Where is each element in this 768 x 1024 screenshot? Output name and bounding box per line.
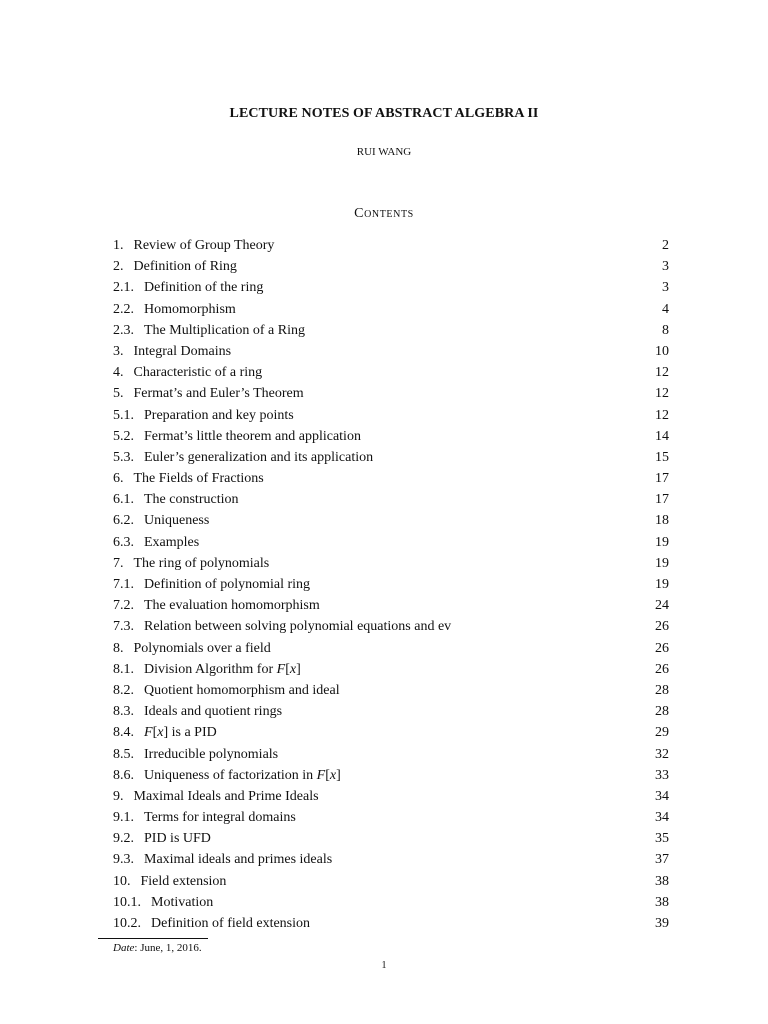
- toc-entry[interactable]: [113, 532, 669, 553]
- toc-entry-number: 8.3.: [113, 704, 134, 720]
- toc-entry[interactable]: [113, 299, 669, 320]
- toc-entry-number: 1.: [113, 238, 124, 253]
- toc-entry-title: Definition of polynomial ring: [144, 577, 311, 592]
- toc-entry-page: 17: [655, 492, 669, 508]
- table-of-contents: [113, 235, 669, 934]
- toc-entry-title: Preparation and key points: [144, 407, 294, 423]
- toc-entry[interactable]: [113, 468, 669, 489]
- toc-entry[interactable]: [113, 489, 669, 510]
- toc-entry-page: 26: [655, 640, 669, 656]
- toc-entry-number: 9.1.: [113, 810, 134, 826]
- footnote: [113, 942, 202, 954]
- toc-entry[interactable]: [113, 383, 669, 404]
- toc-entry-title: The Multiplication of a Ring: [144, 322, 305, 338]
- toc-entry[interactable]: [113, 447, 669, 468]
- toc-entry[interactable]: [113, 765, 669, 786]
- toc-entry-page: 12: [655, 407, 669, 423]
- toc-entry[interactable]: [113, 701, 669, 722]
- toc-entry[interactable]: [113, 362, 669, 383]
- toc-entry-number: 10.2.: [113, 916, 141, 931]
- toc-entry[interactable]: [113, 913, 669, 934]
- toc-entry[interactable]: [113, 744, 669, 765]
- toc-entry-title: Motivation: [151, 894, 214, 910]
- toc-entry-number: 8.2.: [113, 682, 134, 698]
- toc-entry-title: Definition of Ring: [133, 259, 237, 275]
- toc-entry-title: Definition of field extension: [151, 916, 311, 931]
- toc-entry-page: 38: [655, 873, 669, 889]
- toc-entry-title: Definition of the ring: [144, 280, 264, 296]
- toc-entry-page: 19: [655, 555, 669, 571]
- toc-entry-title: Maximal ideals and primes ideals: [144, 852, 333, 868]
- toc-entry-page: 15: [655, 449, 669, 465]
- toc-entry[interactable]: [113, 828, 669, 849]
- toc-entry-page: 12: [655, 365, 669, 381]
- toc-entry[interactable]: [113, 426, 669, 447]
- toc-entry[interactable]: [113, 510, 669, 531]
- toc-entry-number: 10.: [113, 873, 131, 889]
- toc-entry-number: 10.1.: [113, 894, 141, 910]
- toc-entry[interactable]: [113, 638, 669, 659]
- toc-entry-title: PID is UFD: [144, 831, 211, 847]
- toc-entry-number: 9.: [113, 788, 124, 804]
- toc-entry-number: 6.1.: [113, 492, 134, 508]
- toc-entry[interactable]: [113, 256, 669, 277]
- toc-entry-page: 14: [655, 428, 669, 444]
- toc-entry-title: Integral Domains: [133, 343, 232, 359]
- toc-entry-page: 10: [655, 343, 669, 359]
- toc-entry[interactable]: [113, 341, 669, 362]
- toc-entry-title: Uniqueness of factorization in F[x]: [144, 767, 341, 783]
- toc-entry-number: 8.: [113, 640, 124, 656]
- toc-entry[interactable]: [113, 616, 669, 637]
- toc-entry-title: The construction: [144, 492, 239, 508]
- toc-entry-title: Ideals and quotient rings: [144, 704, 283, 720]
- toc-entry-number: 8.1.: [113, 661, 134, 677]
- toc-entry-title: Examples: [144, 534, 200, 550]
- toc-entry-number: 8.6.: [113, 767, 134, 783]
- toc-entry-page: 29: [655, 725, 669, 741]
- contents-heading: Contents: [354, 206, 414, 221]
- toc-entry[interactable]: [113, 553, 669, 574]
- toc-entry-number: 7.3.: [113, 619, 134, 635]
- toc-entry-number: 6.2.: [113, 513, 134, 529]
- toc-entry[interactable]: [113, 320, 669, 341]
- toc-entry-number: 9.2.: [113, 831, 134, 847]
- toc-entry[interactable]: [113, 574, 669, 595]
- toc-entry-title: Polynomials over a field: [133, 640, 271, 656]
- toc-entry-page: 8: [662, 322, 669, 338]
- toc-entry-page: 19: [655, 577, 669, 592]
- toc-entry-title: F[x] is a PID: [144, 725, 217, 741]
- toc-entry[interactable]: [113, 786, 669, 807]
- toc-entry[interactable]: [113, 680, 669, 701]
- toc-entry-number: 5.2.: [113, 428, 134, 444]
- toc-entry-number: 7.2.: [113, 598, 134, 614]
- toc-entry-title: The Fields of Fractions: [133, 471, 264, 487]
- toc-entry-page: 28: [655, 682, 669, 698]
- toc-entry-page: 24: [655, 598, 669, 614]
- toc-entry-page: 39: [655, 916, 669, 931]
- toc-entry-number: 5.: [113, 386, 124, 402]
- toc-entry-title: Division Algorithm for F[x]: [144, 661, 301, 677]
- toc-entry-page: 28: [655, 704, 669, 720]
- toc-entry-page: 26: [655, 661, 669, 677]
- toc-entry-title: Irreducible polynomials: [144, 746, 279, 762]
- toc-entry-page: 32: [655, 746, 669, 762]
- toc-entry-number: 6.3.: [113, 534, 134, 550]
- toc-entry-page: 34: [655, 788, 669, 804]
- toc-entry-title: Review of Group Theory: [133, 238, 275, 253]
- toc-entry[interactable]: [113, 722, 669, 743]
- toc-entry-page: 3: [662, 259, 669, 275]
- toc-entry-title: Maximal Ideals and Prime Ideals: [133, 788, 319, 804]
- document-title: LECTURE NOTES OF ABSTRACT ALGEBRA II: [229, 106, 539, 121]
- toc-entry-page: 2: [662, 238, 669, 253]
- toc-entry-title: The ring of polynomials: [133, 555, 270, 571]
- toc-entry[interactable]: [113, 659, 669, 680]
- toc-entry-number: 7.1.: [113, 577, 134, 592]
- footnote-label: Date: [113, 942, 135, 954]
- toc-entry[interactable]: [113, 277, 669, 298]
- toc-entry-title: Uniqueness: [144, 513, 210, 529]
- toc-entry-page: 35: [655, 831, 669, 847]
- toc-entry-page: 37: [655, 852, 669, 868]
- toc-entry-title: Fermat’s little theorem and application: [144, 428, 361, 444]
- document-author: RUI WANG: [356, 146, 412, 158]
- toc-entry-page: 26: [655, 619, 669, 635]
- toc-entry[interactable]: [113, 595, 669, 616]
- toc-entry-number: 8.5.: [113, 746, 134, 762]
- toc-entry-number: 8.4.: [113, 725, 134, 741]
- toc-entry-page: 17: [655, 471, 669, 487]
- toc-entry-page: 12: [655, 386, 669, 402]
- toc-entry-page: 18: [655, 513, 669, 529]
- toc-entry-title: Relation between solving polynomial equations and ev: [144, 619, 452, 635]
- toc-entry-number: 6.: [113, 471, 124, 487]
- toc-entry[interactable]: [113, 871, 669, 892]
- toc-entry-number: 4.: [113, 365, 124, 381]
- toc-entry-page: 38: [655, 894, 669, 910]
- toc-entry-title: Field extension: [140, 873, 227, 889]
- footnote-divider: [98, 938, 208, 939]
- toc-entry-page: 19: [655, 534, 669, 550]
- toc-entry[interactable]: [113, 849, 669, 870]
- page-number: 1: [381, 960, 387, 971]
- toc-entry-title: Characteristic of a ring: [133, 365, 263, 381]
- toc-entry-number: 7.: [113, 555, 124, 571]
- toc-entry[interactable]: [113, 405, 669, 426]
- toc-entry-title: Quotient homomorphism and ideal: [144, 682, 340, 698]
- toc-entry[interactable]: [113, 807, 669, 828]
- toc-entry-page: 33: [655, 767, 669, 783]
- toc-entry-number: 3.: [113, 343, 124, 359]
- toc-entry-title: Homomorphism: [144, 301, 236, 317]
- toc-entry-number: 5.1.: [113, 407, 134, 423]
- toc-entry-title: The evaluation homomorphism: [144, 598, 320, 614]
- toc-entry[interactable]: [113, 892, 669, 913]
- toc-entry-number: 2.: [113, 259, 124, 275]
- footnote-text: : June, 1, 2016.: [134, 942, 202, 954]
- toc-entry-number: 9.3.: [113, 852, 134, 868]
- toc-entry-number: 2.2.: [113, 301, 134, 317]
- toc-entry-number: 5.3.: [113, 449, 134, 465]
- toc-entry[interactable]: [113, 235, 669, 256]
- toc-entry-number: 2.1.: [113, 280, 134, 296]
- toc-entry-title: Euler’s generalization and its application: [144, 449, 374, 465]
- toc-entry-page: 34: [655, 810, 669, 826]
- toc-entry-title: Terms for integral domains: [144, 810, 296, 826]
- toc-entry-number: 2.3.: [113, 322, 134, 338]
- toc-entry-page: 4: [662, 301, 669, 317]
- toc-entry-page: 3: [662, 280, 669, 296]
- toc-entry-title: Fermat’s and Euler’s Theorem: [133, 386, 304, 402]
